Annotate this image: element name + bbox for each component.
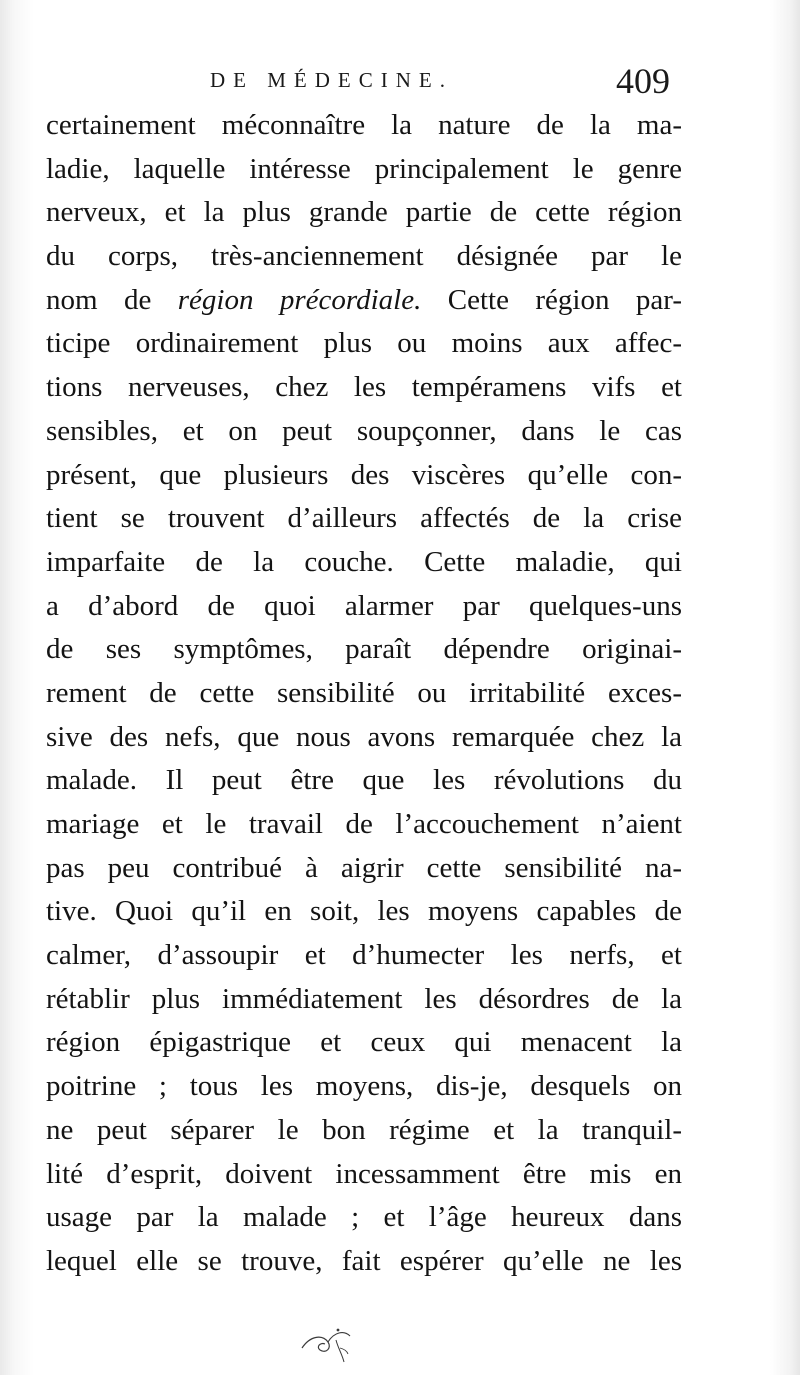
text-line-9: présent, que plusieurs des viscères qu’elle con-: [46, 458, 682, 491]
text-line-21: rétablir plus immédiatement les désordres de la: [46, 982, 682, 1015]
running-head-title: DE MÉDECINE.: [210, 68, 453, 92]
text-line-20: calmer, d’assoupir et d’humecter les nerfs, et: [46, 939, 682, 972]
text-line-3: nerveux, et la plus grande partie de cette région: [46, 196, 682, 229]
text-line-19: tive. Quoi qu’il en soit, les moyens capables de: [46, 895, 682, 928]
text-line-13: de ses symptômes, paraît dépendre originai-: [46, 633, 682, 666]
text-line-18: pas peu contribué à aigrir cette sensibilité na-: [46, 851, 682, 884]
text-line-1: certainement méconnaître la nature de la ma-: [46, 109, 682, 141]
running-head: [0, 62, 800, 102]
text-line-24: ne peut séparer le bon régime et la tranquil-: [46, 1113, 682, 1146]
text-line-10: tient se trouvent d’ailleurs affectés de la crise: [46, 502, 682, 535]
text-line-14: rement de cette sensibilité ou irritabilité exces-: [46, 676, 682, 709]
body-text: [46, 104, 682, 1284]
text-line-17: mariage et le travail de l’accouchement n’aient: [46, 808, 682, 840]
text-line-27: lequel elle se trouve, fait espérer qu’elle ne les: [46, 1244, 682, 1277]
text-line-8: sensibles, et on peut soupçonner, dans le cas: [46, 414, 682, 447]
text-line-5: [46, 279, 682, 323]
text-line-6: ticipe ordinairement plus ou moins aux affec-: [46, 327, 682, 360]
text-line-5-start: nom de: [46, 283, 178, 316]
text-line-22: région épigastrique et ceux qui menacent la: [46, 1026, 682, 1059]
text-line-5-end: Cette région par-: [421, 283, 682, 316]
text-line-23: poitrine ; tous les moyens, dis-je, desquels on: [46, 1070, 682, 1103]
text-line-4: du corps, très-anciennement désignée par le: [46, 240, 682, 273]
text-line-11: imparfaite de la couche. Cette maladie, qui: [46, 545, 682, 578]
text-line-7: tions nerveuses, chez les tempéramens vifs et: [46, 371, 682, 404]
text-line-2: ladie, laquelle intéresse principalement le genre: [46, 152, 682, 185]
text-line-26: usage par la malade ; et l’âge heureux dans: [46, 1201, 682, 1234]
text-line-16: malade. Il peut être que les révolutions du: [46, 764, 682, 797]
text-line-25: lité d’esprit, doivent incessamment être mis en: [46, 1157, 682, 1190]
text-line-15: sive des nefs, que nous avons remarquée chez la: [46, 720, 682, 753]
page-number: 409: [616, 61, 670, 101]
flourish-ornament: [296, 1318, 356, 1366]
text-line-12: a d’abord de quoi alarmer par quelques-uns: [46, 589, 682, 622]
italic-term: région précordiale.: [177, 283, 422, 316]
